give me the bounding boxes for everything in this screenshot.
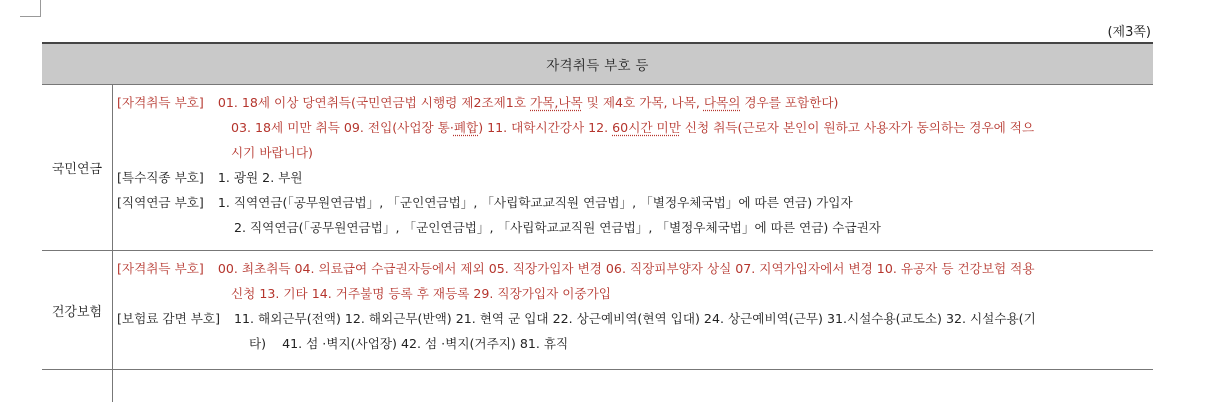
np-acq-text-3: 시기 바랍니다) <box>231 145 313 160</box>
table-title: 자격취득 부호 등 <box>546 58 649 74</box>
np-acq-1d: 다목의 <box>703 95 741 110</box>
hi-acq-line-2 <box>117 281 1153 306</box>
national-pension-label: 국민연금 <box>42 85 113 250</box>
hi-reduction-text-1: 11. 해외근무(전액) 12. 해외근무(반액) 21. 현역 군 입대 22. 상근예비역(현역 입대) 24. 상근예비역(근무) 31.시설수용(교도소) 32. 시설수용(기 <box>234 311 1036 326</box>
np-acq-line-2 <box>117 115 1153 140</box>
health-insurance-row <box>42 251 1153 370</box>
code-table <box>42 42 1153 402</box>
np-acq-1b: 가목,나목 <box>530 95 583 110</box>
health-insurance-label: 건강보험 <box>42 251 113 369</box>
hi-reduction-text-2: 타) 41. 섬 ·벽지(사업장) 42. 섬 ·벽지(거주지) 81. 휴직 <box>249 336 569 351</box>
national-pension-row <box>42 85 1153 251</box>
np-acq-tag: [자격취득 부호] <box>117 95 204 110</box>
np-special-line <box>117 165 1153 190</box>
np-acq-line-1 <box>117 90 1153 115</box>
np-acq-2d: 60시간 미만 <box>612 120 681 135</box>
np-acq-line-3 <box>117 140 1153 165</box>
hi-reduction-line-1 <box>117 306 1153 331</box>
np-acq-text-2 <box>231 115 1153 140</box>
table-header <box>42 42 1153 85</box>
hi-reduction-line-2 <box>117 331 1153 356</box>
hi-reduction-tag: [보험료 감면 부호] <box>117 311 220 326</box>
empty-row-body <box>113 370 1153 402</box>
hi-acq-line-1 <box>117 256 1153 281</box>
health-insurance-body <box>113 251 1153 369</box>
hi-acq-tag: [자격취득 부호] <box>117 261 204 276</box>
np-occ-line-2 <box>117 215 1153 240</box>
np-occ-line-1 <box>117 190 1153 215</box>
page-reference: (제3쪽) <box>1107 25 1151 40</box>
empty-row <box>42 370 1153 402</box>
np-acq-1a: 01. 18세 이상 당연취득(국민연금법 시행령 제2조제1호 <box>217 95 530 110</box>
np-acq-text-1 <box>204 90 1153 115</box>
np-acq-2a: 03. 18세 미만 취득 09. 전입(사업장 통· <box>231 120 454 135</box>
hi-acq-text-1: 00. 최초취득 04. 의료급여 수급권자등에서 제외 05. 직장가입자 변경 06. 직장피부양자 상실 07. 지역가입자에서 변경 10. 유공자 등 건강보험 적용 <box>217 261 1035 276</box>
np-occ-tag: [직역연금 부호] <box>117 195 204 210</box>
np-acq-1c: 및 제4호 가목, 나목, <box>582 95 704 110</box>
np-special-text: 1. 광원 2. 부원 <box>217 170 303 185</box>
np-special-tag: [특수직종 부호] <box>117 170 204 185</box>
np-acq-2e: 신청 취득(근로자 본인이 원하고 사용자가 동의하는 경우에 적으 <box>680 120 1035 135</box>
np-occ-text-1: 1. 직역연금(「공무원연금법」, 「군인연금법」, 「사립학교교직원 연금법」, 「별정우체국법」에 따른 연금) 가입자 <box>217 195 853 210</box>
empty-row-label <box>42 370 113 402</box>
np-acq-1e: 경우를 포함한다) <box>740 95 839 110</box>
hi-acq-text-2: 신청 13. 기타 14. 거주불명 등록 후 재등록 29. 직장가입자 이중가입 <box>231 286 611 301</box>
page-corner-mark <box>20 0 41 17</box>
np-occ-text-2: 2. 직역연금(「공무원연금법」, 「군인연금법」, 「사립학교교직원 연금법」, 「별정우체국법」에 따른 연금) 수급권자 <box>234 220 881 235</box>
np-acq-2c: ) 11. 대학시간강사 12. <box>478 120 613 135</box>
np-acq-2b: 폐합 <box>453 120 479 135</box>
national-pension-body <box>113 85 1153 250</box>
